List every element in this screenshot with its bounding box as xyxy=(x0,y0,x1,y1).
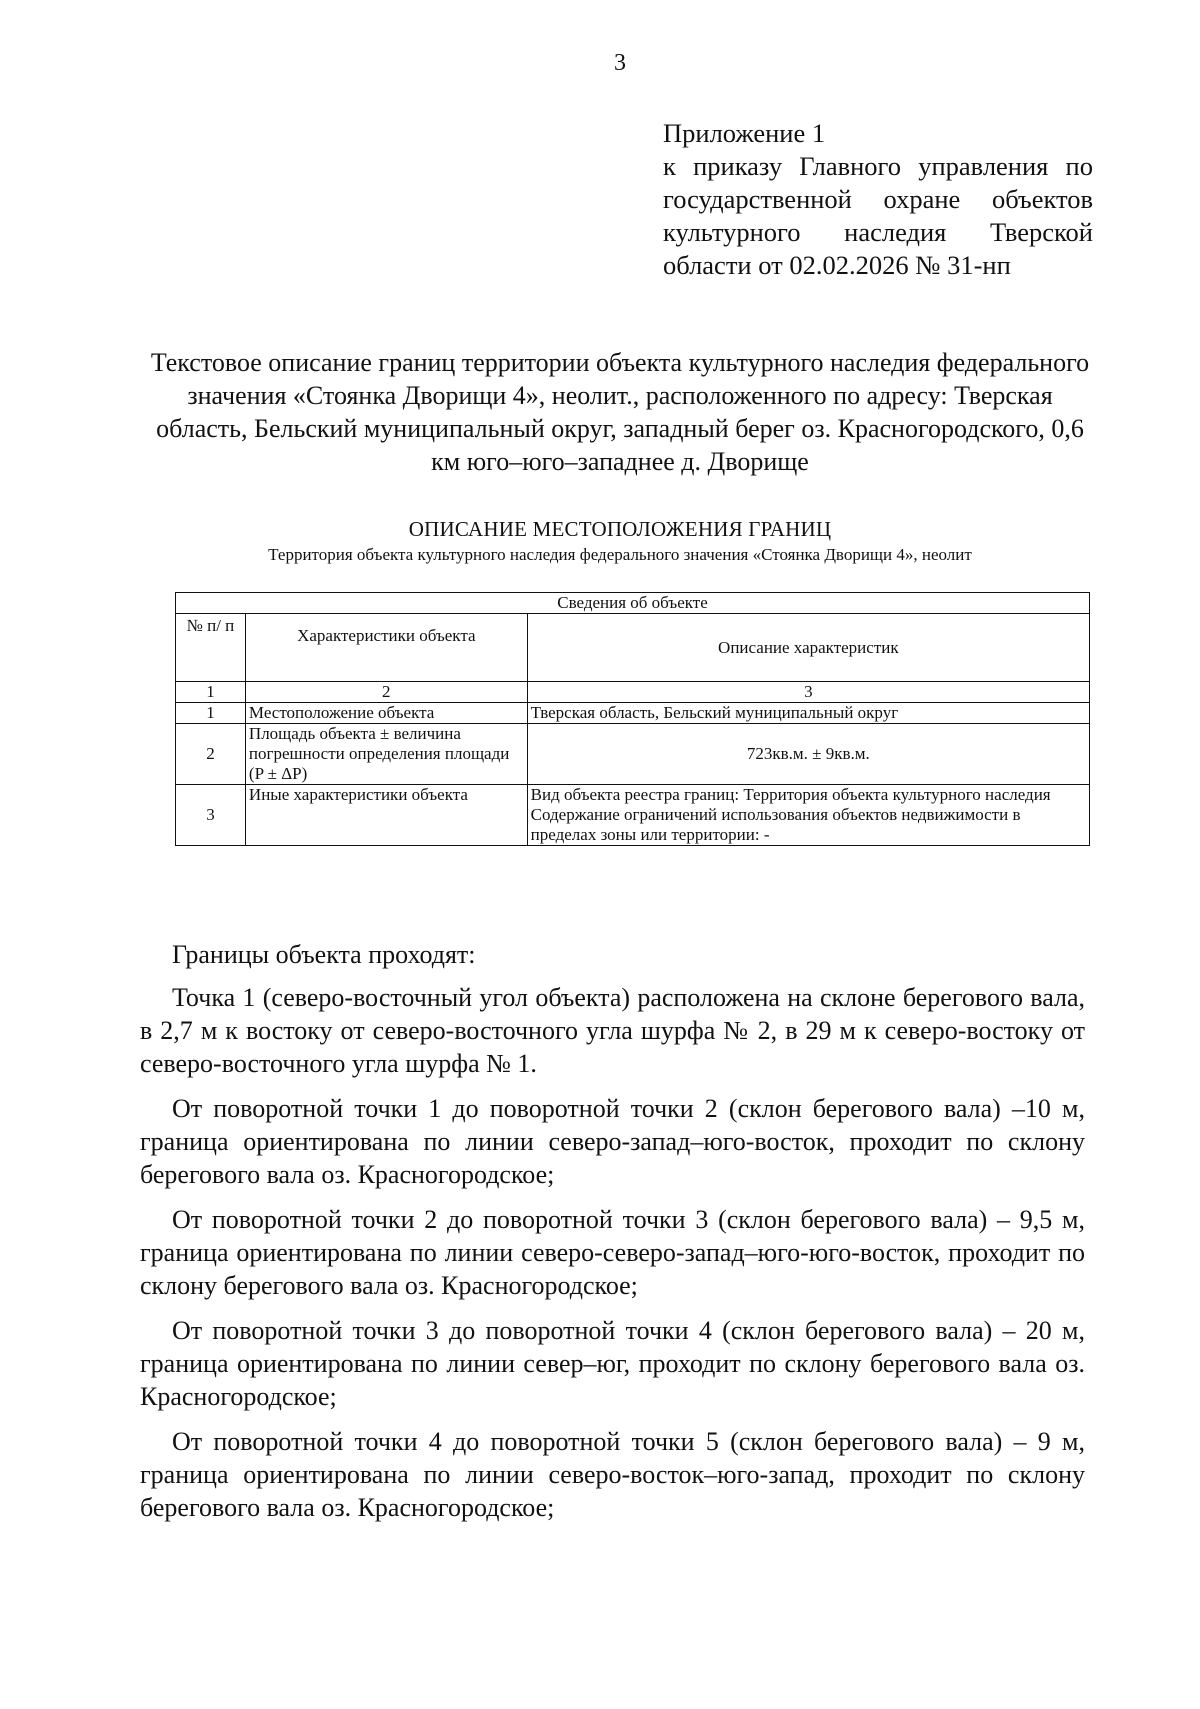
document-title: Текстовое описание границ территории объекта культурного наследия федерального значения «Стоянка Дворищи 4», неолит., расположенного по адресу: Тверская область, Бельский муниципальный округ, западный берег оз. Красногородского, 0,6 км юго–юго–западнее д. Дворище xyxy=(150,348,1090,476)
table-row xyxy=(176,724,1090,785)
header-characteristic: Характеристики объекта xyxy=(245,614,527,682)
object-info-table xyxy=(175,592,1090,846)
row-description xyxy=(527,785,1089,846)
table-header-row xyxy=(176,614,1090,682)
column-number-3: 3 xyxy=(527,682,1089,703)
boundary-paragraph: От поворотной точки 2 до поворотной точки 3 (склон берегового вала) – 9,5 м, граница ориентирована по линии северо-северо-запад–юго-юго-восток, проходит по склону берегового вала оз. Красногородское; xyxy=(140,1205,1085,1300)
usage-restrictions: Содержание ограничений использования объектов недвижимости в пределах зоны или территории: - xyxy=(530,805,1021,844)
column-number-2: 2 xyxy=(245,682,527,703)
row-number: 1 xyxy=(176,703,246,724)
header-number: № п/ п xyxy=(176,614,246,682)
appendix-reference: к приказу Главного управления по государственной охране объектов культурного наследия Тверской области от 02.02.2026 № 31-нп xyxy=(663,151,1093,280)
section-subtitle: Территория объекта культурного наследия федерального значения «Стоянка Дворищи 4», неолит xyxy=(268,545,972,564)
boundary-paragraph: Точка 1 (северо-восточный угол объекта) расположена на склоне берегового вала, в 2,7 м к востоку от северо-восточного угла шурфа № 2, в 29 м к северо-востоку от северо-восточного угла шурфа № 1. xyxy=(140,983,1085,1078)
boundary-description xyxy=(140,938,1085,1536)
table-caption: Сведения об объекте xyxy=(176,593,1090,614)
row-characteristic: Площадь объекта ± величина погрешности определения площади (P ± ΔP) xyxy=(245,724,527,785)
row-characteristic: Иные характеристики объекта xyxy=(245,785,527,846)
boundary-lead: Границы объекта проходят: xyxy=(172,940,476,969)
table-row xyxy=(176,785,1090,846)
appendix-block xyxy=(663,117,1093,282)
row-number: 2 xyxy=(176,724,246,785)
table-caption-row xyxy=(176,593,1090,614)
registry-type: Вид объекта реестра границ: Территория объекта культурного наследия xyxy=(530,785,1051,804)
row-number: 3 xyxy=(176,785,246,846)
row-description: Тверская область, Бельский муниципальный округ xyxy=(527,703,1089,724)
row-description: 723кв.м. ± 9кв.м. xyxy=(527,724,1089,785)
row-characteristic: Местоположение объекта xyxy=(245,703,527,724)
appendix-title: Приложение 1 xyxy=(663,118,826,148)
table-number-row xyxy=(176,682,1090,703)
header-description: Описание характеристик xyxy=(527,614,1089,682)
column-number-1: 1 xyxy=(176,682,246,703)
boundary-paragraph: От поворотной точки 3 до поворотной точки 4 (склон берегового вала) – 20 м, граница ориентирована по линии север–юг, проходит по склону берегового вала оз. Красногородское; xyxy=(140,1316,1085,1411)
page-number: 3 xyxy=(614,50,626,76)
boundary-paragraph: От поворотной точки 1 до поворотной точки 2 (склон берегового вала) –10 м, граница ориентирована по линии северо-запад–юго-восток, проходит по склону берегового вала оз. Красногородское; xyxy=(140,1094,1085,1189)
section-title: ОПИСАНИЕ МЕСТОПОЛОЖЕНИЯ ГРАНИЦ xyxy=(408,517,832,541)
table-row xyxy=(176,703,1090,724)
boundary-paragraph: От поворотной точки 4 до поворотной точки 5 (склон берегового вала) – 9 м, граница ориентирована по линии северо-восток–юго-запад, проходит по склону берегового вала оз. Красногородское; xyxy=(140,1427,1085,1522)
